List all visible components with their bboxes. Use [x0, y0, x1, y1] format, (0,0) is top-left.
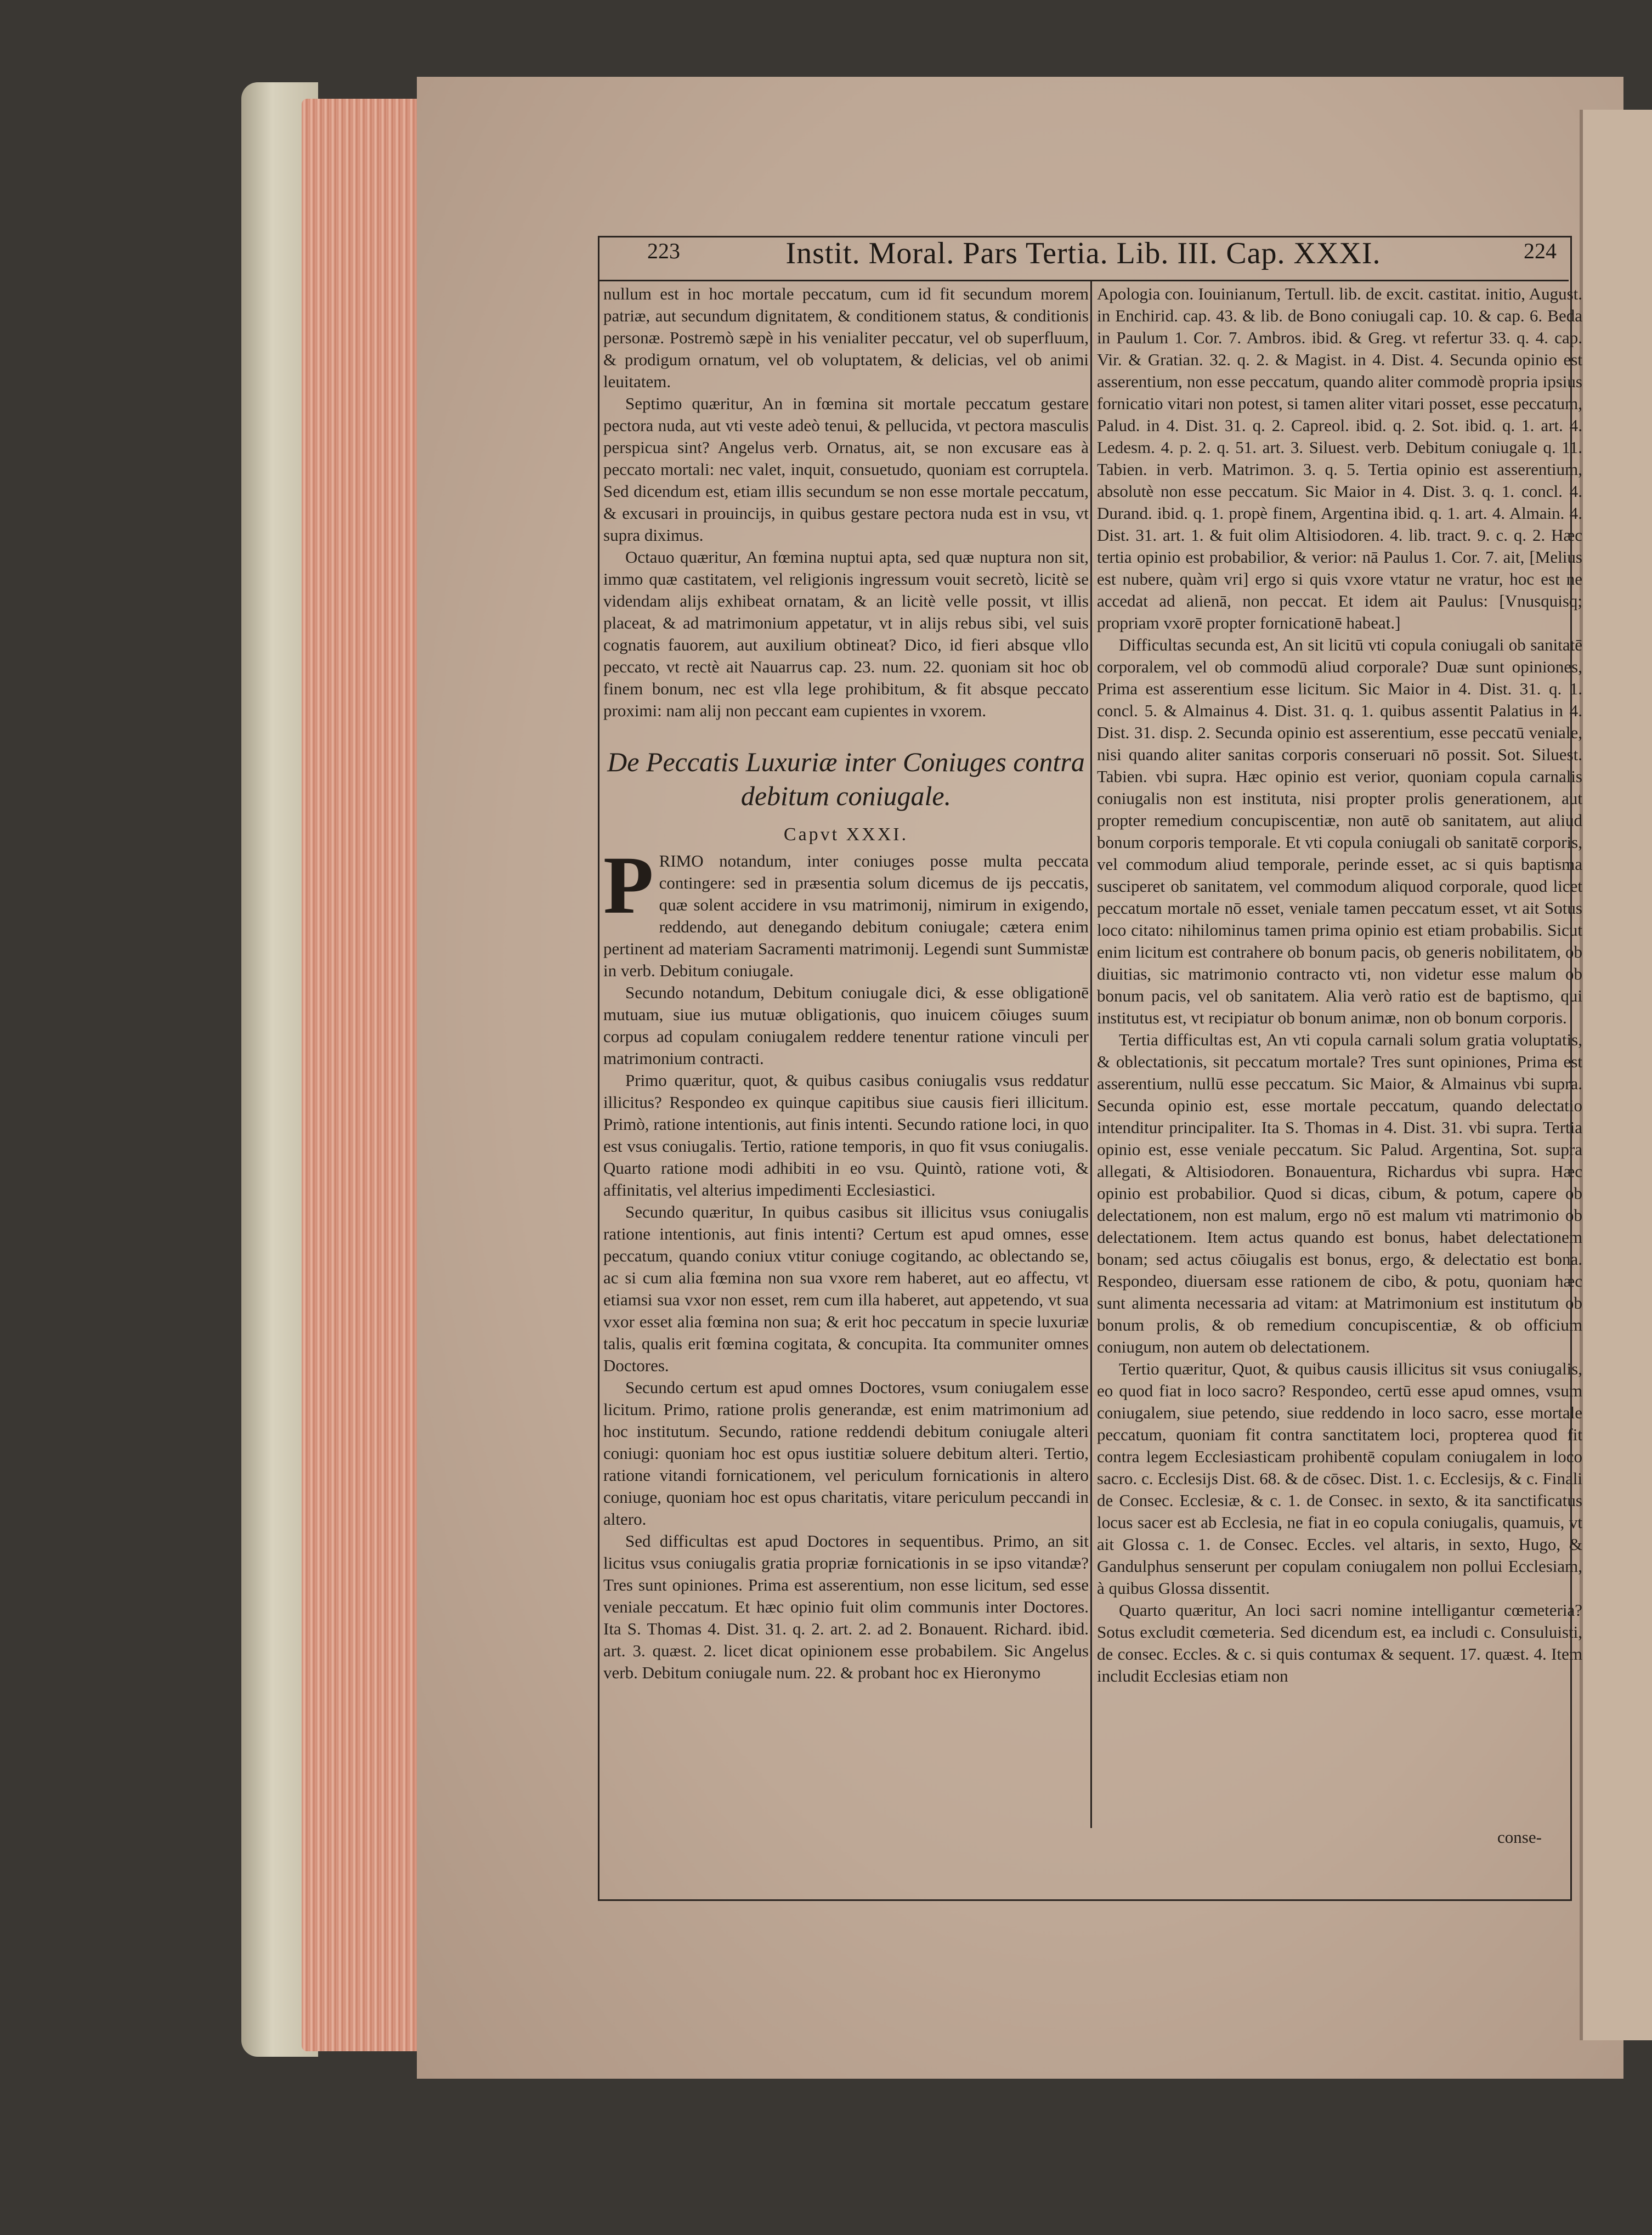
- running-header: [598, 236, 1569, 280]
- paragraph: Secundo notandum, Debitum coniugale dici, & esse obligationē mutuam, siue ius mutuæ obligationis, quo inuicem cōiuges suum corpus ad copulam coniugalem reddere tenentur ratione vinculi per matrimonium contracti.: [603, 983, 1089, 1068]
- left-column: [603, 283, 1089, 1830]
- paragraph: Secundo certum est apud omnes Doctores, vsum coniugalem esse licitum. Primo, ratione prolis generandæ, est enim matrimonium ad hoc institutum. Secundo, ratione reddendi debitum coniugale alteri coniugi: quoniam hoc est opus iustitiæ soluere debitum alteri. Tertio, ratione vitandi fornicationem, vel periculum fornicationis in altero coniuge, quoniam hoc est opus charitatis, vitare periculum peccandi in altero.: [603, 1378, 1089, 1529]
- drop-capital: P: [603, 840, 654, 931]
- paragraph: Septimo quæritur, An in fœmina sit mortale peccatum gestare pectora nuda, aut vti veste adeò tenui, & pellucida, vt pectora masculis perspicua sint? Angelus verb. Ornatus, ait, se non excusare eas à peccato mortali: nec valet, inquit, consuetudo, quoniam est corruptela. Sed dicendum est, etiam illis secundum se non esse mortale peccatum, & excusari in prouincijs, in quibus gestare pectora nuda est in vsu, vt supra diximus.: [603, 394, 1089, 545]
- chapter-heading: De Peccatis Luxuriæ inter Coniuges contra debitum coniugale.: [607, 746, 1085, 811]
- paragraph: Quarto quæritur, An loci sacri nomine intelligantur cœmeteria? Sotus excludit cœmeteria. Sed dicendum est, ea includi c. Consuluisti, de consec. Eccles. & c. si quis contumax & sequent. 17. quæst. 4. Item includit Ecclesias etiam non: [1097, 1600, 1582, 1685]
- paragraph: Octauo quæritur, An fœmina nuptui apta, sed quæ nuptura non sit, immo quæ castitatem, vel religionis ingressum vouit secretò, licitè se videndam alijs exhibeat ornatam, & an licitè velle possit, vt illis placeat, & ad matrimonium appetatur, vt in alijs rebus sibi, vel suis cognatis fauorem, aut auxilium obtineat? Dico, id fieri absque vllo peccato, vt rectè ait Nauarrus cap. 23. num. 22. quoniam sit hoc ob finem bonum, nec est vlla lege prohibitum, & fit absque peccato proximi: nam alij non peccant eam cupientes in vxorem.: [603, 547, 1089, 720]
- paragraph: Difficultas secunda est, An sit licitū vti copula coniugali ob sanitatē corporalem, vel ob commodū aliud corporale? Duæ sunt opiniones, Prima est asserentium esse licitum. Sic Maior in 4. Dist. 31. q. 1. concl. 5. & Almainus 4. Dist. 31. q. 1. quibus assentit Palatius in 4. Dist. 31. disp. 2. Secunda opinio est asserentium, esse peccatū veniale, nisi quando aliter sanitas corporis conseruari nō possit. Sot. Siluest. Tabien. vbi supra. Hæc opinio est verior, quoniam copula carnalis coniugalis non est instituta, nisi propter prolis generationem, aut propter remedium concupiscentiæ, non autē ob sanitatem, aut aliud bonum corporis temporale. Et vti copula coniugali ob sanitatē corporis, vel commodum aliud temporale, perinde esset, ac si quis baptisma susciperet ob sanitatem, vel commodum aliquod corporale, quod licet peccatum mortale nō esset, veniale tamen peccatum esset, vt ait Sotus loco citato: nihilominus tamen prima opinio est etiam probabilis. Sicut enim licitum est contrahere ob bonum pacis, ob generis nobilitatem, ob diuitias, sic matrimonio contracto vti, non videtur esse malum ob bonum pacis, vel ob sanitatem. Alia verò ratio est de baptismo, qui institutus est, vt recipiatur ob bonum animæ, non ob bonum corporis.: [1097, 635, 1582, 1027]
- paragraph: nullum est in hoc mortale peccatum, cum id fit secundum morem patriæ, aut secundum dignitatem, & conditionem status, & conditionis personæ. Postremò sæpè in his venialiter peccatur, vel ob superfluum, & prodigum ornatum, vel ob voluptatem, & delicias, vel ob animi leuitatem.: [603, 284, 1089, 391]
- facing-page-edge: [1580, 110, 1652, 2040]
- right-column: [1097, 283, 1582, 1830]
- header-rule: [598, 280, 1569, 281]
- page-number-left: 223: [647, 239, 680, 263]
- paragraph: Sed difficultas est apud Doctores in sequentibus. Primo, an sit licitus vsus coniugalis gratia propriæ fornicationis in se ipso vitandæ? Tres sunt opiniones. Prima est asserentium, non esse licitum, sed esse veniale peccatum. Et hæc opinio fuit olim communis inter Doctores. Ita S. Thomas 4. Dist. 31. q. 2. art. 2. ad 2. Bonauent. Richard. ibid. art. 3. quæst. 2. licet dicat opinionem esse probabilem. Sic Angelus verb. Debitum coniugale num. 22. & probant hoc ex Hieronymo: [603, 1531, 1089, 1682]
- chapter-number: Capvt XXXI.: [783, 824, 909, 845]
- paragraph: Tertia difficultas est, An vti copula carnali solum gratia voluptatis, & oblectationis, sit peccatum mortale? Tres sunt opiniones, Prima est asserentium, nullū esse peccatum. Sic Maior, & Almainus vbi supra. Secunda opinio est, esse mortale peccatum, quando delectatio intenditur principaliter. Ita S. Thomas in 4. Dist. 31. vbi supra. Tertia opinio est, esse veniale peccatum. Sic Palud. Argentina, Sot. supra allegati, & Altisiodoren. Bonauentura, Richardus vbi supra. Hæc opinio est probabilior. Quod si dicas, cibum, & potum, capere ob delectationem, non est malum, ergo nō est malum vti matrimonio ob delectationem. Item actus quando est bonus, habet delectationem bonam; sed actus cōiugalis est bonus, ergo, & delectatio est bona. Respondeo, diuersam esse rationem de cibo, & potu, quoniam hæc sunt alimenta necessaria ad vitam: at Matrimonium est institutum ob bonum prolis, & ob remedium concupiscentiæ, & ob officium coniugum, non autem ob delectationem.: [1097, 1030, 1582, 1356]
- paragraph: Secundo quæritur, In quibus casibus sit illicitus vsus coniugalis ratione intentionis, aut finis intenti? Certum est apud omnes, esse peccatum, quando coniux vtitur coniuge cogitando, ac oblectando se, ac si cum alia fœmina non sua vxore rem haberet, aut eo affectu, vt etiamsi sua vxor non esset, rem cum illa haberet, aut appetendo, vt sua vxor esset alia fœmina non sua; & erit hoc peccatum in specie luxuriæ talis, qualis erit fœmina cogitata, & concupita. Ita communiter omnes Doctores.: [603, 1202, 1089, 1375]
- paragraph: Tertio quæritur, Quot, & quibus causis illicitus sit vsus coniugalis, eo quod fiat in loco sacro? Respondeo, certū esse apud omnes, vsum coniugalem, siue petendo, siue reddendo in loco sacro, esse mortale peccatum, quoniam fit contra sanctitatem loci, propterea quod fit contra legem Ecclesiasticam prohibentē copulam coniugalem in loco sacro. c. Ecclesijs Dist. 68. & de cōsec. Dist. 1. c. Ecclesijs, & c. Finali de Consec. Ecclesiæ, & c. 1. de Consec. in sexto, & ita sanctificatus locus sacer est ab Ecclesia, ne fiat in eo copula coniugalis, quamuis, vt ait Glossa c. 1. de Consec. Eccles. vel altaris, in sexto, Hugo, & Gandulphus senserunt per copulam coniugalem non pollui Ecclesiam, à quibus Glossa dissentit.: [1097, 1359, 1582, 1598]
- paragraph-text: RIMO notandum, inter coniuges posse multa peccata contingere: sed in præsentia solum dicemus de ijs peccatis, quæ solent accidere in vsu matrimonij, nimirum in exigendo, reddendo, aut denegando debitum coniugale; cætera enim pertinent ad materiam Sacramenti matrimonij. Legendi sunt Summistæ in verb. Debitum coniugale.: [603, 851, 1089, 980]
- column-divider: [1090, 281, 1092, 1828]
- running-title: Instit. Moral. Pars Tertia. Lib. III. Cap. XXXI.: [785, 236, 1381, 270]
- paragraph: Primo quæritur, quot, & quibus casibus coniugalis vsus reddatur illicitus? Respondeo ex quinque capitibus siue causis fieri illicitum. Primò, ratione intentionis, aut finis intenti. Secundo ratione loci, in quo est vsus coniugalis. Tertio, ratione temporis, in quo fit vsus coniugalis. Quarto ratione modi adhibiti in eo vsu. Quintò, ratione voti, & affinitatis, vel alterius impedimenti Ecclesiastici.: [603, 1071, 1089, 1199]
- paragraph-first: [603, 840, 1089, 982]
- page-number-right: 224: [1524, 239, 1557, 263]
- catchword: conse-: [1497, 1827, 1542, 1847]
- paragraph: Apologia con. Iouinianum, Tertull. lib. de excit. castitat. initio, August. in Enchirid. cap. 43. & lib. de Bono coniugali cap. 10. & cap. 6. Beda in Paulum 1. Cor. 7. Ambros. ibid. & Greg. vt refertur 33. q. 4. cap. Vir. & Gratian. 32. q. 2. & Magist. in 4. Dist. 4. Secunda opinio est asserentium, non esse peccatum, quando aliter commodè propria ipsius fornicatio vitari non potest, si tamen aliter vitari posset, esse peccatum, Palud. in 4. Dist. 31. q. 2. Capreol. ibid. q. 2. Sot. ibid. q. 1. art. 4. Ledesm. 4. p. 2. q. 51. art. 3. Siluest. verb. Debitum coniugale q. 11. Tabien. in verb. Matrimon. 3. q. 5. Tertia opinio est asserentium, absolutè non esse peccatum. Sic Maior in 4. Dist. 3. q. 1. concl. 4. Durand. ibid. q. 1. propè finem, Argentina ibid. q. 1. art. 4. Almain. 4. Dist. 31. art. 1. & fuit olim Altisiodoren. 4. lib. tract. 9. c. q. 2. Hæc tertia opinio est probabilior, & verior: nā Paulus 1. Cor. 7. ait, [Melius est nubere, quàm vri] ergo si quis vxore vtatur ne vratur, hoc est ne accedat ad alienā, non peccat. Et idem ait Paulus: [Vnusquisq; propriam vxorē propter fornicationē habeat.]: [1097, 284, 1582, 632]
